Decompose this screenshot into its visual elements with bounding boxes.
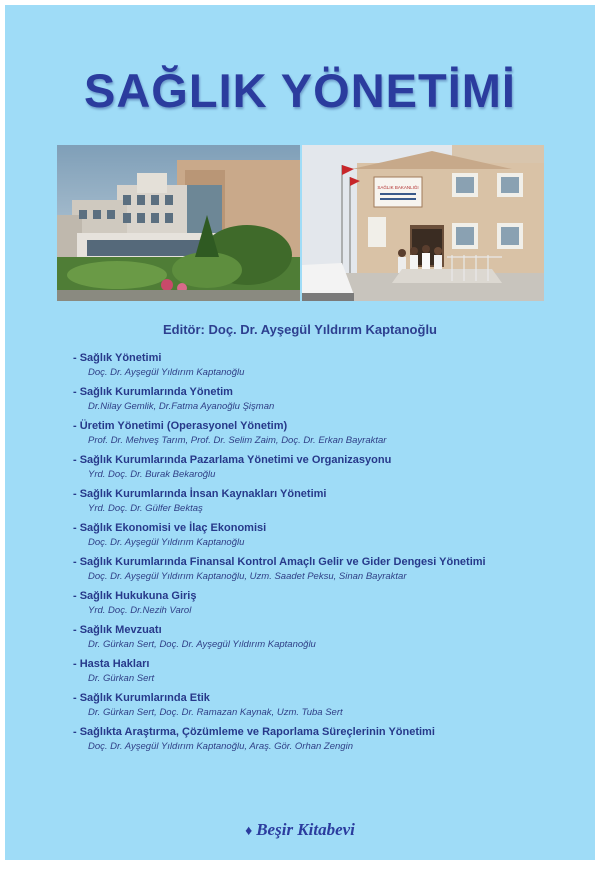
chapter-authors: Dr. Gürkan Sert, Doç. Dr. Ayşegül Yıldırım Kaptanoğlu <box>88 639 316 650</box>
chapter-authors: Prof. Dr. Mehveş Tarım, Prof. Dr. Selim Zaim, Doç. Dr. Erkan Bayraktar <box>88 435 387 446</box>
chapter-authors: Dr. Gürkan Sert, Doç. Dr. Ramazan Kaynak, Uzm. Tuba Sert <box>88 707 343 718</box>
chapter-entry <box>73 691 593 719</box>
chapter-authors: Doç. Dr. Ayşegül Yıldırım Kaptanoğlu, Uzm. Saadet Peksu, Sinan Bayraktar <box>88 571 407 582</box>
chapter-title: - Sağlık Yönetimi <box>73 352 162 364</box>
chapter-entry <box>73 453 593 481</box>
chapter-authors: Dr.Nilay Gemlik, Dr.Fatma Ayanoğlu Şişman <box>88 401 275 412</box>
chapter-title: - Sağlık Kurumlarında Etik <box>73 692 210 704</box>
book-title: SAĞLIK YÖNETİMİ <box>84 64 516 117</box>
hospital-building-photo <box>57 145 300 301</box>
chapter-title: - Sağlık Kurumlarında Finansal Kontrol Amaçlı Gelir ve Gider Dengesi Yönetimi <box>73 556 486 568</box>
chapter-title: - Sağlık Kurumlarında Pazarlama Yönetimi ve Organizasyonu <box>73 454 392 466</box>
chapter-title: - Hasta Hakları <box>73 658 150 670</box>
chapter-entry <box>73 385 593 413</box>
chapter-list <box>73 351 593 759</box>
chapter-authors: Yrd. Doç. Dr.Nezih Varol <box>88 605 192 616</box>
chapter-authors: Doç. Dr. Ayşegül Yıldırım Kaptanoğlu <box>88 367 245 378</box>
book-cover <box>5 5 595 860</box>
chapter-title: - Sağlık Mevzuatı <box>73 624 162 636</box>
chapter-entry <box>73 487 593 515</box>
chapter-entry <box>73 623 593 651</box>
chapter-authors: Yrd. Doç. Dr. Burak Bekaroğlu <box>88 469 216 480</box>
chapter-title: - Sağlık Hukukuna Giriş <box>73 590 197 602</box>
publisher-line <box>5 820 595 840</box>
chapter-entry <box>73 589 593 617</box>
editor-line: Editör: Doç. Dr. Ayşegül Yıldırım Kaptanoğlu <box>163 322 437 337</box>
health-center-photo <box>302 145 544 301</box>
cover-photos <box>57 145 544 301</box>
chapter-entry <box>73 521 593 549</box>
chapter-title: - Sağlık Kurumlarında İnsan Kaynakları Yönetimi <box>73 488 327 500</box>
chapter-title: - Sağlık Ekonomisi ve İlaç Ekonomisi <box>73 522 267 534</box>
chapter-entry <box>73 555 593 583</box>
chapter-title: - Sağlıkta Araştırma, Çözümleme ve Raporlama Süreçlerinin Yönetimi <box>73 726 435 738</box>
chapter-authors: Dr. Gürkan Sert <box>88 673 155 684</box>
chapter-entry <box>73 419 593 447</box>
publisher-name: Beşir Kitabevi <box>256 820 355 839</box>
chapter-authors: Doç. Dr. Ayşegül Yıldırım Kaptanoğlu, Araş. Gör. Orhan Zengin <box>88 741 353 752</box>
chapter-entry <box>73 657 593 685</box>
diamond-icon: ♦ <box>245 824 253 839</box>
chapter-authors: Doç. Dr. Ayşegül Yıldırım Kaptanoğlu <box>88 537 245 548</box>
chapter-title: - Sağlık Kurumlarında Yönetim <box>73 386 233 398</box>
clinic-sign-text: SAĞLIK BAKANLIĞI <box>377 185 419 190</box>
chapter-authors: Yrd. Doç. Dr. Gülfer Bektaş <box>88 503 203 514</box>
chapter-entry <box>73 725 593 753</box>
chapter-entry <box>73 351 593 379</box>
chapter-title: - Üretim Yönetimi (Operasyonel Yönetim) <box>73 420 288 432</box>
